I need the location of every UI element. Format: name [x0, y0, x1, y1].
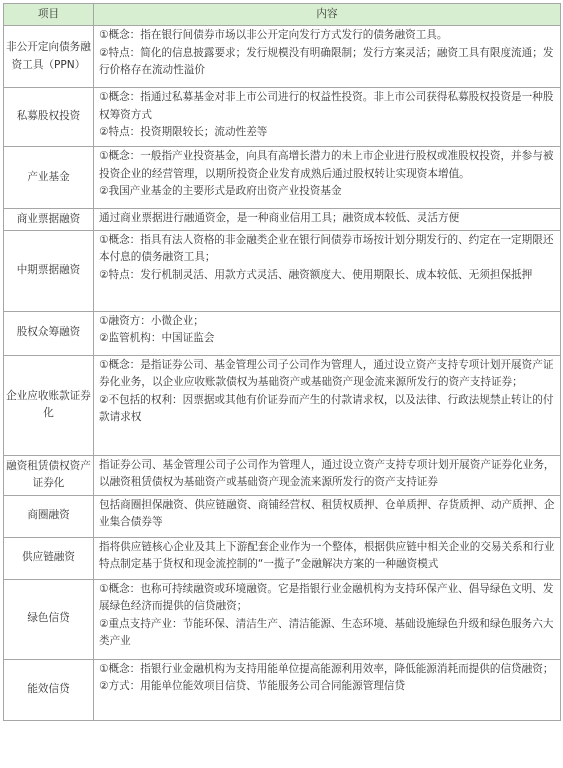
table-row	[4, 88, 561, 147]
row-item: 融资租赁债权资产证券化	[4, 455, 94, 495]
content-line: ②特点：投资期限较长；流动性差等	[99, 126, 268, 139]
content-line: ②重点支持产业：节能环保、清洁生产、清洁能源、生态环境、基础设施绿色升级和绿色服务六大类产业	[99, 617, 554, 648]
row-item: 中期票据融资	[4, 230, 94, 311]
content-line: 指证券公司、基金管理公司子公司作为管理人，通过设立资产支持专项计划开展资产证券化业务，以融资租赁债权为基础资产或基础资产现金流来源所发行的资产支持证券	[99, 458, 555, 489]
table-row	[4, 26, 561, 88]
row-content	[94, 26, 561, 88]
table-row	[4, 230, 561, 311]
content-line: ①融资方：小微企业；	[99, 314, 204, 327]
table-row	[4, 311, 561, 355]
row-item: 供应链融资	[4, 537, 94, 579]
table-row	[4, 209, 561, 231]
row-content	[94, 659, 561, 720]
content-line: ①概念：指银行业金融机构为支持用能单位提高能源利用效率，降低能源消耗而提供的信贷融资；	[99, 662, 554, 675]
content-line: 指将供应链核心企业及其上下游配套企业作为一个整体，根据供应链中相关企业的交易关系和行业特点制定基于货权和现金流控制的“一揽子”金融解决方案的一种融资模式	[99, 540, 555, 571]
content-line: ①概念：指在银行间债券市场以非公开定向发行方式发行的债务融资工具。	[99, 29, 448, 41]
content-line: ②特点：简化的信息披露要求；发行规模没有明确限制；发行方案灵活；融资工具有限度流通；发行价格存在流动性溢价	[99, 46, 554, 77]
row-item: 商业票据融资	[4, 209, 94, 231]
table-row	[4, 355, 561, 455]
row-item: 商圈融资	[4, 495, 94, 537]
row-content	[94, 579, 561, 659]
table-body	[4, 26, 561, 721]
table-row	[4, 579, 561, 659]
row-item: 股权众筹融资	[4, 311, 94, 355]
content-line: ①概念：指通过私募基金对非上市公司进行的权益性投资。非上市公司获得私募股权投资是一种股权筹资方式	[99, 91, 554, 121]
row-item: 企业应收账款证券化	[4, 355, 94, 455]
row-content	[94, 147, 561, 209]
row-content	[94, 455, 561, 495]
row-content	[94, 230, 561, 311]
table-header-row	[4, 4, 561, 26]
header-content: 内容	[94, 4, 561, 26]
row-item: 非公开定向债务融资工具（PPN）	[4, 26, 94, 88]
row-content	[94, 537, 561, 579]
row-content	[94, 209, 561, 231]
content-line: ①概念：一般指产业投资基金，向具有高增长潜力的未上市企业进行股权或准股权投资，并参与被投资企业的经营管理，以期所投资企业发育成熟后通过股权转让实现资本增值。	[99, 150, 554, 180]
row-item: 能效信贷	[4, 659, 94, 720]
content-line: ②方式：用能单位能效项目信贷、节能服务公司合同能源管理信贷	[99, 680, 406, 693]
table-row	[4, 659, 561, 720]
table-row	[4, 455, 561, 495]
row-content	[94, 355, 561, 455]
row-content	[94, 495, 561, 537]
header-item: 项目	[4, 4, 94, 26]
row-item: 绿色信贷	[4, 579, 94, 659]
table-row	[4, 537, 561, 579]
financing-methods-table	[3, 3, 561, 721]
content-line: ①概念：指具有法人资格的非金融类企业在银行间债券市场按计划分期发行的、约定在一定期限还本付息的债务融资工具；	[99, 233, 554, 264]
content-line: 通过商业票据进行融通资金，是一种商业信用工具；融资成本较低、灵活方便	[99, 212, 460, 224]
content-line: ②不包括的权利：因票据或其他有价证券而产生的付款请求权，以及法律、行政法规禁止转让的付款请求权	[99, 393, 554, 424]
row-item: 产业基金	[4, 147, 94, 209]
table-row	[4, 495, 561, 537]
content-line: ②我国产业基金的主要形式是政府出资产业投资基金	[99, 185, 342, 198]
content-line: ①概念：是指证券公司、基金管理公司子公司作为管理人，通过设立资产支持专项计划开展资产证券化业务，以企业应收账款债权为基础资产或基础资产现金流来源所发行的资产支持证券；	[99, 358, 554, 389]
content-line: 包括商圈担保融资、供应链融资、商铺经营权、租赁权质押、仓单质押、存货质押、动产质押、企业集合债券等	[99, 498, 555, 529]
row-content	[94, 311, 561, 355]
table-container	[3, 3, 560, 721]
table-row	[4, 147, 561, 209]
content-line: ①概念：也称可持续融资或环境融资。它是指银行业金融机构为支持环保产业、倡导绿色文明、发展绿色经济而提供的信贷融资；	[99, 582, 554, 613]
content-line: ②监管机构：中国证监会	[99, 332, 215, 345]
content-line: ②特点：发行机制灵活、用款方式灵活、融资额度大、使用期限长、成本较低、无须担保抵押	[99, 268, 533, 281]
row-item: 私募股权投资	[4, 88, 94, 147]
row-content	[94, 88, 561, 147]
